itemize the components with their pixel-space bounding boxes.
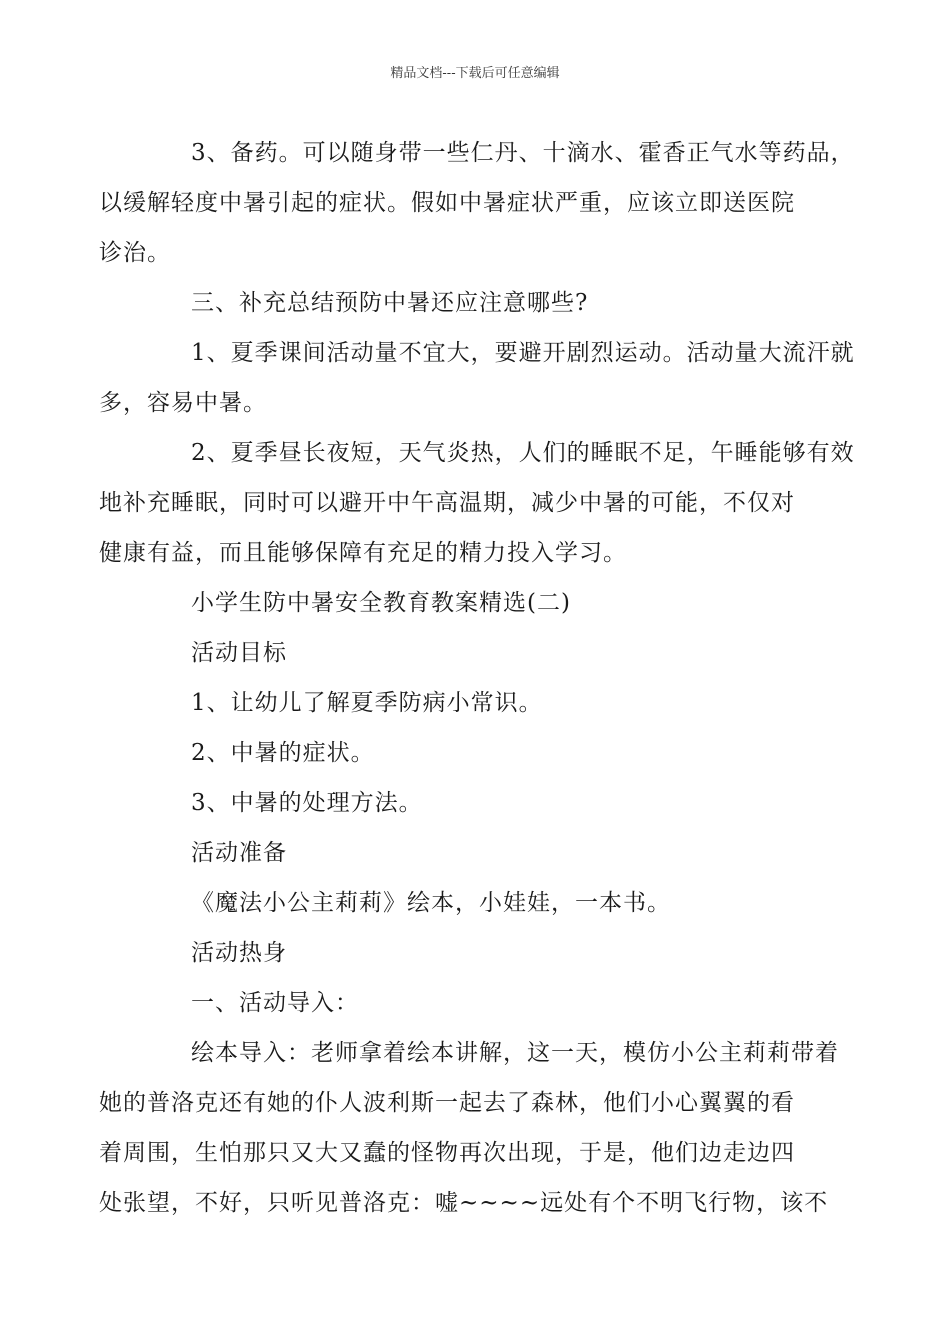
heading-activity-prep — [145, 828, 807, 878]
lesson-title — [145, 578, 807, 628]
document-body — [99, 128, 855, 1228]
paragraph-line: 绘本导入：老师拿着绘本讲解，这一天，模仿小公主莉莉带着 — [191, 1040, 839, 1066]
paragraph-line: 活动热身 — [191, 940, 287, 966]
paragraph-line: 3、备药。可以随身带一些仁丹、十滴水、霍香正气水等药品， — [191, 140, 855, 166]
paragraph-line: 2、夏季昼长夜短，天气炎热，人们的睡眠不足，午睡能够有效 — [191, 440, 855, 466]
paragraph-activity-amount — [99, 328, 855, 428]
paragraph-line: 多，容易中暑。 — [99, 390, 267, 416]
paragraph-line: 活动目标 — [191, 640, 287, 666]
paragraph-line: 以缓解轻度中暑引起的症状。假如中暑症状严重，应该立即送医院 — [99, 190, 795, 216]
paragraph-line: 诊治。 — [99, 240, 171, 266]
paragraph-line: 1、让幼儿了解夏季防病小常识。 — [191, 690, 543, 716]
paragraph-line: 健康有益，而且能够保障有充足的精力投入学习。 — [99, 540, 627, 566]
paragraph-picture-book-intro — [99, 1028, 839, 1228]
goal-item — [145, 678, 807, 728]
paragraph-medicine — [99, 128, 855, 278]
paragraph-line: 3、中暑的处理方法。 — [191, 790, 423, 816]
paragraph-line: 《魔法小公主莉莉》绘本，小娃娃，一本书。 — [191, 890, 671, 916]
heading-activity-intro — [145, 978, 807, 1028]
paragraph-line: 处张望，不好，只听见普洛克：嘘~~~~远处有个不明飞行物，该不 — [99, 1190, 829, 1216]
paragraph-line: 三、补充总结预防中暑还应注意哪些? — [191, 290, 589, 316]
paragraph-line: 1、夏季课间活动量不宜大，要避开剧烈运动。活动量大流汗就 — [191, 340, 855, 366]
paragraph-line: 2、中暑的症状。 — [191, 740, 375, 766]
goal-item — [145, 778, 807, 828]
heading-activity-goals — [145, 628, 807, 678]
prep-materials — [145, 878, 807, 928]
paragraph-line: 她的普洛克还有她的仆人波利斯一起去了森林，他们小心翼翼的看 — [99, 1090, 795, 1116]
paragraph-line: 小学生防中暑安全教育教案精选(二) — [191, 590, 571, 616]
heading-activity-warmup — [145, 928, 807, 978]
paragraph-line: 一、活动导入： — [191, 990, 359, 1016]
paragraph-line: 着周围，生怕那只又大又蠢的怪物再次出现，于是，他们边走边四 — [99, 1140, 795, 1166]
paragraph-line: 地补充睡眠，同时可以避开中午高温期，减少中暑的可能，不仅对 — [99, 490, 795, 516]
paragraph-nap — [99, 428, 855, 578]
section-heading-supplement — [145, 278, 807, 328]
goal-item — [145, 728, 807, 778]
paragraph-line: 活动准备 — [191, 840, 287, 866]
page-header: 精品文档---下载后可任意编辑 — [390, 66, 560, 81]
